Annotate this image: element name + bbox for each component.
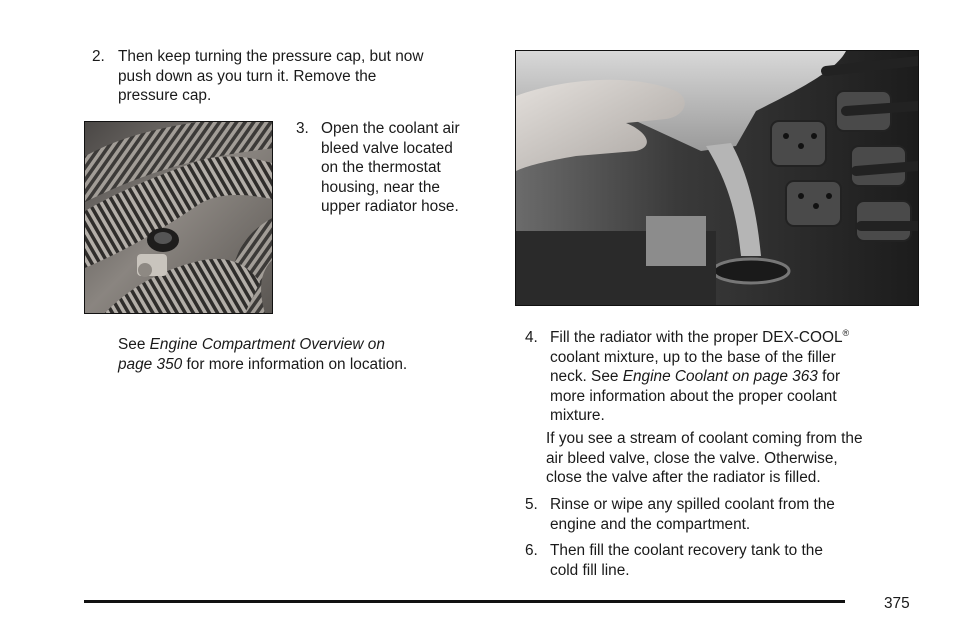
coolant-pouring-photo [515,50,919,306]
location-reference [118,335,498,374]
footer-divider [84,600,845,603]
step-4-line-3: neck. See Engine Coolant on page 363 for [550,368,841,386]
step-4-number: 4. [525,329,538,346]
step-4-line-5: mixture. [550,407,605,425]
step-3-number: 3. [296,120,309,137]
step-3 [296,119,496,217]
bleed-valve-note [546,429,936,488]
step-3-line-1: Open the coolant air [321,120,460,137]
step-6-line-1: Then fill the coolant recovery tank to the [550,542,823,559]
step-5-line-1: Rinse or wipe any spilled coolant from the [550,496,835,513]
engine-compartment-link[interactable]: Engine Compartment Overview on [149,336,385,353]
step-6 [525,541,925,580]
engine-compartment-page-link[interactable]: page 350 [118,355,183,373]
step-4 [525,328,925,426]
step-3-line-4: housing, near the [321,178,440,196]
engine-coolant-link[interactable]: Engine Coolant on page 363 [622,368,818,386]
step-4-line-4: more information about the proper coolant [550,387,837,405]
step-2-number: 2. [92,48,105,65]
step-2 [92,47,492,106]
radiator-hose-photo [84,121,273,314]
reference-suffix: for more information on location. [182,355,408,373]
step-3-line-2: bleed valve located [321,139,453,157]
step-6-number: 6. [525,542,538,559]
step-6-line-2: cold fill line. [550,561,630,579]
reference-prefix: See [118,336,150,353]
note-line-1: If you see a stream of coolant coming from the [546,430,863,447]
step-2-line-1: Then keep turning the pressure cap, but now [118,48,424,65]
step-2-line-3: pressure cap. [118,87,212,105]
step-4-line-2: coolant mixture, up to the base of the filler [550,348,836,366]
step-3-line-5: upper radiator hose. [321,198,459,216]
note-line-3: close the valve after the radiator is filled. [546,469,821,487]
step-2-line-2: push down as you turn it. Remove the [118,67,377,85]
note-line-2: air bleed valve, close the valve. Otherwise, [546,449,838,467]
registered-mark: ® [842,327,850,338]
step-5 [525,495,925,534]
step-4-line-1: Fill the radiator with the proper DEX-COOL® [550,327,850,346]
step-5-number: 5. [525,496,538,513]
step-5-line-2: engine and the compartment. [550,515,751,533]
page-number: 375 [884,595,910,612]
step-3-line-3: on the thermostat [321,159,441,177]
